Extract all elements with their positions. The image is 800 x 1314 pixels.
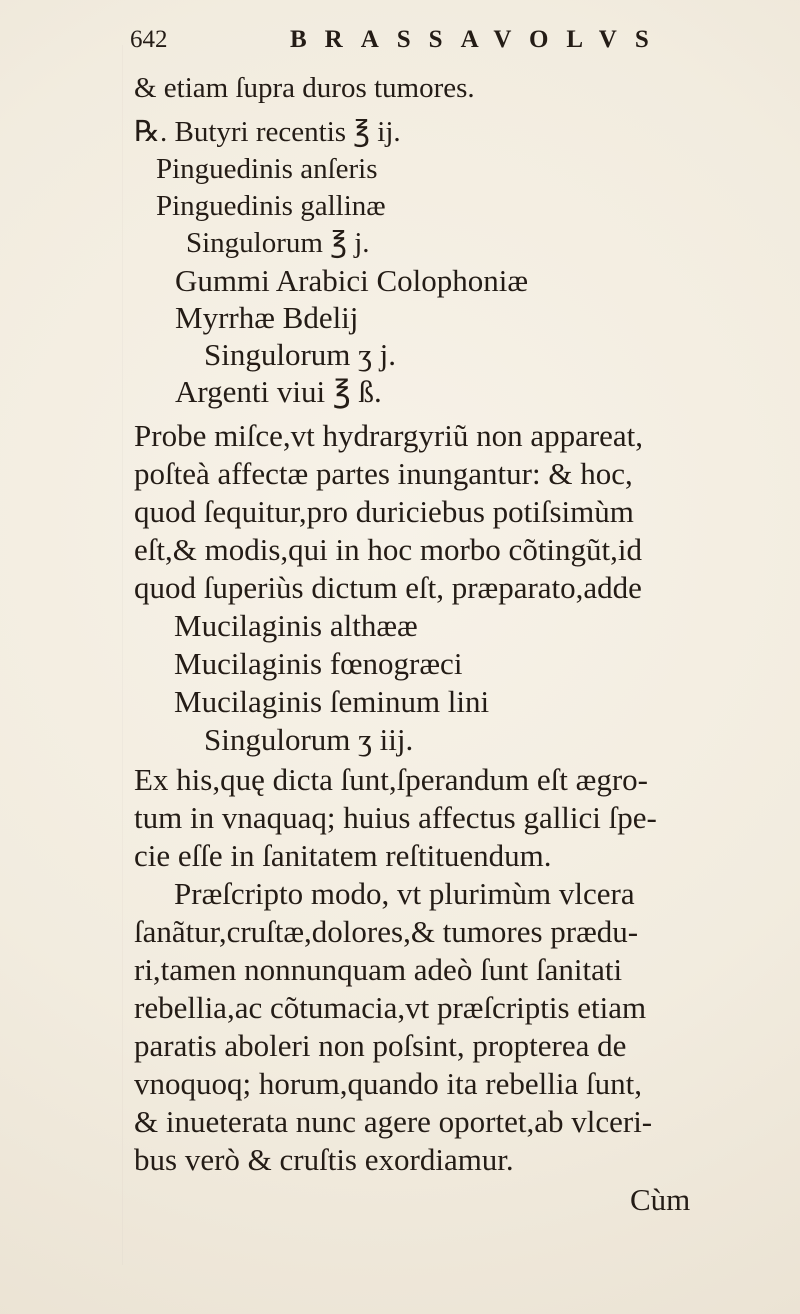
page-header — [130, 26, 667, 66]
text-line: ri,tamen nonnunquam adeò ſunt ſanitati — [134, 952, 623, 987]
text-line: quod ſequitur,pro duriciebus potiſsimùm — [134, 494, 634, 529]
text-line: Mucilaginis ſeminum lini — [174, 684, 490, 719]
text-line: tum in vnaquaq; huius affectus gallici ſpe- — [134, 800, 657, 835]
text-line: Mucilaginis fœnogræci — [174, 646, 463, 681]
text-line: vnoquoq; horum,quando ita rebellia ſunt, — [134, 1066, 642, 1101]
text-line: Singulorum ℥ j. — [186, 227, 370, 259]
text-line: Mucilaginis althææ — [174, 608, 418, 643]
text-line: Gummi Arabici Colophoniæ — [175, 263, 529, 298]
text-line: ℞. Butyri recentis ℥ ij. — [134, 116, 401, 148]
text-line: Argenti viui ℥ ß. — [175, 374, 382, 409]
page-number: 642 — [130, 26, 168, 53]
text-line: paratis aboleri non poſsint, propterea de — [134, 1028, 627, 1063]
text-line: eſt,& modis,qui in hoc morbo cõtingũt,id — [134, 532, 643, 567]
text-line: & inueterata nunc agere oportet,ab vlceri- — [134, 1104, 653, 1139]
text-line: poſteà affectæ partes inungantur: & hoc, — [134, 456, 633, 491]
text-line: Ex his,quę dicta ſunt,ſperandum eſt ægro- — [134, 762, 648, 797]
text-line: ſanãtur,cruſtæ,dolores,& tumores prædu- — [134, 914, 639, 949]
running-head: BRASSAVOLVS — [290, 26, 667, 53]
text-line: Singulorum ʒ iij. — [204, 722, 414, 757]
text-line: Pinguedinis gallinæ — [156, 190, 386, 222]
text-line: rebellia,ac cõtumacia,vt præſcriptis etiam — [134, 990, 647, 1025]
text-line: & etiam ſupra duros tumores. — [134, 72, 475, 104]
page-gutter-shadow — [122, 45, 123, 1265]
text-line: quod ſuperiùs dictum eſt, præparato,adde — [134, 570, 642, 605]
text-line: cie eſſe in ſanitatem reſtituendum. — [134, 838, 552, 873]
text-line: Singulorum ʒ j. — [204, 337, 397, 372]
text-line: Myrrhæ Bdelij — [175, 300, 359, 335]
text-line: bus verò & cruſtis exordiamur. — [134, 1142, 514, 1177]
catchword: Cùm — [630, 1182, 691, 1217]
text-line: Pinguedinis anſeris — [156, 153, 378, 185]
text-line: Præſcripto modo, vt plurimùm vlcera — [174, 876, 635, 911]
text-line: Probe miſce,vt hydrargyriũ non appareat, — [134, 418, 644, 453]
